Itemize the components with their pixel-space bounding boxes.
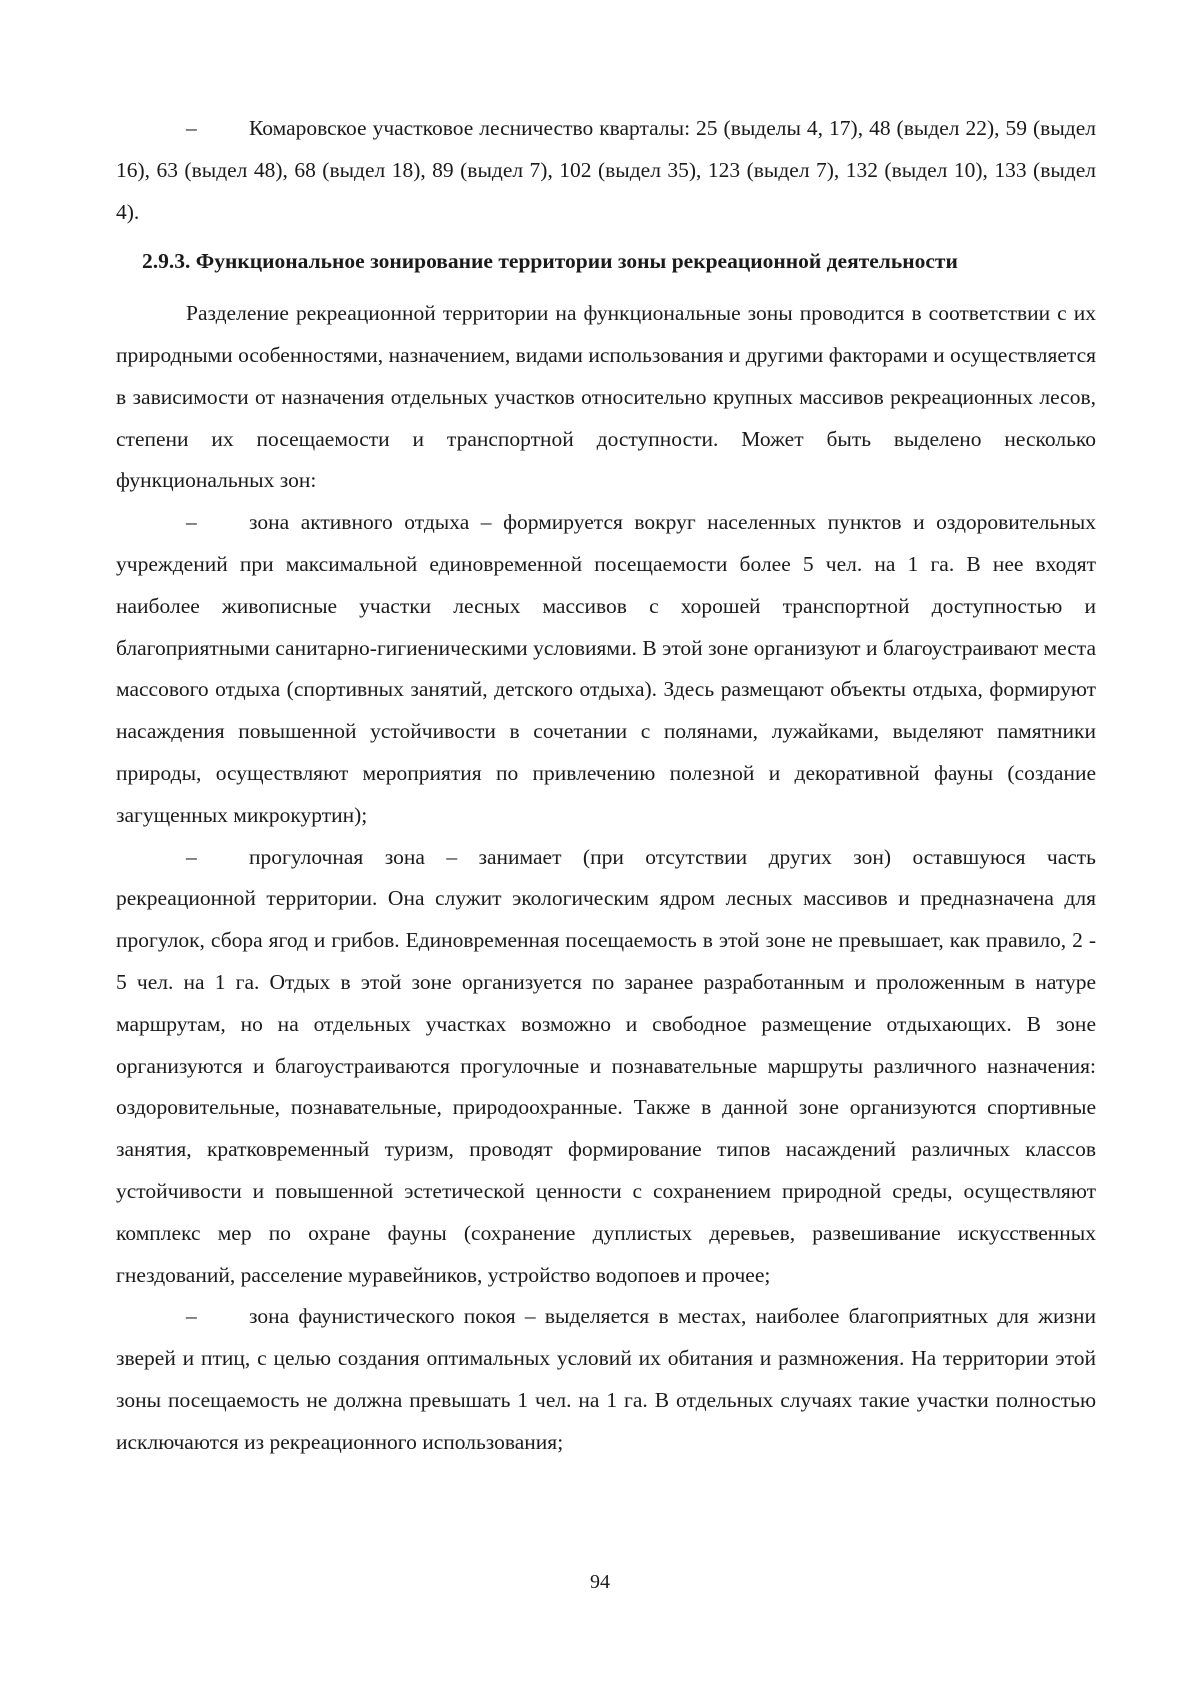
zone-item-text: зона активного отдыха – формируется вокруг населенных пунктов и оздоровительных учреждений при максимальной единовременной посещаемости более 5 чел. на 1 га. В нее входят наиболее живописные участки лесных массивов с хорошей транспортной доступностью и благоприятными санитарно-гигиеническими условиями. В этой зоне организуют и благоустраивают места массового отдыха (спортивных занятий, детского отдыха). Здесь размещают объекты отдыха, формируют насаждения повышенной устойчивости в сочетании с полянами, лужайками, выделяют памятники природы, осуществляют мероприятия по привлечению полезной и декоративной фауны (создание загущенных микрокуртин); (116, 510, 1096, 827)
zone-item-fauna-rest (116, 1296, 1096, 1463)
zone-item-text: прогулочная зона – занимает (при отсутствии других зон) оставшуюся часть рекреационной территории. Она служит экологическим ядром лесных массивов и предназначена для прогулок, сбора ягод и грибов. Единовременная посещаемость в этой зоне не превышает, как правило, 2 - 5 чел. на 1 га. Отдых в этой зоне организуется по заранее разработанным и проложенным в натуре маршрутам, но на отдельных участках возможно и свободное размещение отдыхающих. В зоне организуются и благоустраиваются прогулочные и познавательные маршруты различного назначения: оздоровительные, познавательные, природоохранные. Также в данной зоне организуются спортивные занятия, кратковременный туризм, проводят формирование типов насаждений различных классов устойчивости и повышенной эстетической ценности с сохранением природной среды, осуществляют комплекс мер по охране фауны (сохранение дуплистых деревьев, развешивание искусственных гнездований, расселение муравейников, устройство водопоев и прочее; (116, 844, 1096, 1287)
bullet-dash: – (186, 1304, 197, 1329)
intro-bullet-text: Комаровское участковое лесничество кварталы: 25 (выделы 4, 17), 48 (выдел 22), 59 (выдел 16), 63 (выдел 48), 68 (выдел 18), 89 (выдел 7), 102 (выдел 35), 123 (выдел 7), 132 (выдел 10), 133 (выдел 4). (116, 116, 1096, 224)
document-page (116, 108, 1096, 1464)
section-heading: 2.9.3. Функциональное зонирование территории зоны рекреационной деятельности (142, 249, 958, 274)
intro-bullet-paragraph (116, 108, 1096, 233)
page-number: 94 (590, 1571, 610, 1593)
bullet-dash: – (186, 844, 197, 869)
bullet-dash: – (186, 116, 197, 140)
bullet-dash: – (186, 510, 197, 535)
intro-paragraph: Разделение рекреационной территории на функциональные зоны проводится в соответствии с их природными особенностями, назначением, видами использования и другими факторами и осуществляется в зависимости от назначения отдельных участков относительно крупных массивов рекреационных лесов, степени их посещаемости и транспортной доступности. Может быть выделено несколько функциональных зон: (116, 301, 1096, 493)
zone-item-active-rest (116, 502, 1096, 836)
zone-item-walking (116, 837, 1096, 1297)
zone-item-text: зона фаунистического покоя – выделяется в местах, наиболее благоприятных для жизни зверей и птиц, с целью создания оптимальных условий их обитания и размножения. На территории этой зоны посещаемость не должна превышать 1 чел. на 1 га. В отдельных случаях такие участки полностью исключаются из рекреационного использования; (116, 1304, 1096, 1454)
